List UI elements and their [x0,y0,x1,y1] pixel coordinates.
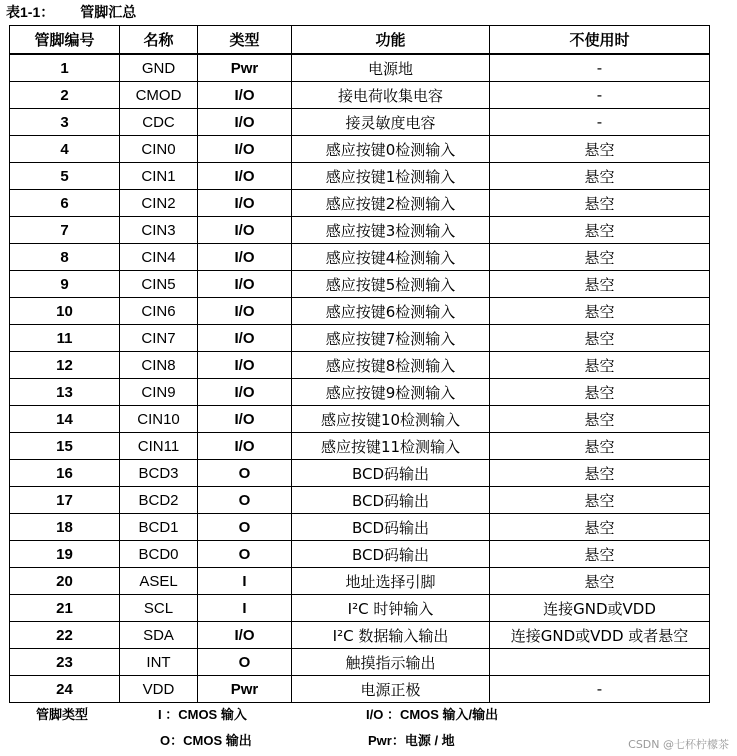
table-row [10,244,710,271]
pin-function-cell: 地址选择引脚 [292,568,490,595]
pin-function-cell: BCD码输出 [292,514,490,541]
pin-name-cell: BCD2 [120,487,198,514]
pin-number-cell: 19 [10,541,120,568]
pin-name-cell: BCD1 [120,514,198,541]
table-row [10,568,710,595]
pin-type-cell: O [198,514,292,541]
pin-number-cell: 4 [10,136,120,163]
pin-unused-cell: 悬空 [490,244,710,271]
table-row [10,406,710,433]
pin-type-cell: I/O [198,163,292,190]
pin-type-cell: I/O [198,244,292,271]
pin-function-cell: 感应按键11检测输入 [292,433,490,460]
pin-function-cell: 感应按键8检测输入 [292,352,490,379]
header-type: 类型 [198,26,292,55]
pin-name-cell: CIN11 [120,433,198,460]
legend-title: 管脚类型 [36,707,89,722]
pin-number-cell: 5 [10,163,120,190]
pin-function-cell: 接电荷收集电容 [292,82,490,109]
pin-name-cell: CIN8 [120,352,198,379]
pin-number-cell: 13 [10,379,120,406]
pin-function-cell: 感应按键2检测输入 [292,190,490,217]
pin-number-cell: 24 [10,676,120,703]
pin-name-cell: CIN4 [120,244,198,271]
table-row [10,676,710,703]
header-row [10,26,710,55]
pin-type-cell: O [198,460,292,487]
pin-number-cell: 9 [10,271,120,298]
pin-number-cell: 1 [10,54,120,82]
pin-type-cell: O [198,541,292,568]
legend-io: I/O ：CMOS 输入/输出 [366,707,499,722]
pin-type-cell: I [198,568,292,595]
pin-unused-cell: 悬空 [490,487,710,514]
pin-name-cell: CIN9 [120,379,198,406]
table-row [10,325,710,352]
header-pin-number: 管脚编号 [10,26,120,55]
pin-name-cell: CIN3 [120,217,198,244]
pin-function-cell: 感应按键6检测输入 [292,298,490,325]
table-row [10,352,710,379]
pin-unused-cell: - [490,676,710,703]
pin-unused-cell: 悬空 [490,352,710,379]
pin-name-cell: CIN6 [120,298,198,325]
pin-function-cell: 感应按键1检测输入 [292,163,490,190]
header-name: 名称 [120,26,198,55]
legend-input: I ：CMOS 输入 [158,707,247,722]
table-caption [6,2,136,22]
pin-number-cell: 11 [10,325,120,352]
pin-unused-cell: - [490,109,710,136]
pin-name-cell: CDC [120,109,198,136]
pin-type-cell: I/O [198,622,292,649]
pin-function-cell: 感应按键7检测输入 [292,325,490,352]
pin-number-cell: 8 [10,244,120,271]
table-row [10,298,710,325]
pin-type-cell: O [198,649,292,676]
caption-label: 表1-1： [6,4,55,20]
pin-function-cell: 电源正极 [292,676,490,703]
pin-function-cell: 感应按键9检测输入 [292,379,490,406]
table-row [10,487,710,514]
pin-name-cell: CMOD [120,82,198,109]
pin-unused-cell: 连接GND或VDD 或者悬空 [490,622,710,649]
pin-number-cell: 20 [10,568,120,595]
pin-type-cell: I/O [198,271,292,298]
pin-function-cell: BCD码输出 [292,460,490,487]
pin-number-cell: 10 [10,298,120,325]
pin-function-cell: 触摸指示输出 [292,649,490,676]
pin-number-cell: 22 [10,622,120,649]
pin-unused-cell [490,649,710,676]
pin-name-cell: CIN0 [120,136,198,163]
pin-unused-cell: 连接GND或VDD [490,595,710,622]
pin-name-cell: CIN10 [120,406,198,433]
table-row [10,514,710,541]
table-row [10,82,710,109]
pin-unused-cell: 悬空 [490,271,710,298]
pin-number-cell: 15 [10,433,120,460]
pin-type-cell: O [198,487,292,514]
header-unused: 不使用时 [490,26,710,55]
pin-unused-cell: 悬空 [490,325,710,352]
pin-unused-cell: 悬空 [490,163,710,190]
pin-name-cell: GND [120,54,198,82]
table-row [10,595,710,622]
pin-function-cell: I²C 数据输入输出 [292,622,490,649]
header-function: 功能 [292,26,490,55]
pin-function-cell: 感应按键3检测输入 [292,217,490,244]
pin-type-cell: I/O [198,406,292,433]
pin-name-cell: BCD3 [120,460,198,487]
pin-unused-cell: 悬空 [490,406,710,433]
table-row [10,190,710,217]
legend-power: Pwr：电源 / 地 [368,733,455,748]
pin-function-cell: I²C 时钟输入 [292,595,490,622]
watermark: CSDN @七杯柠檬茶 [628,738,729,751]
pin-type-cell: I/O [198,217,292,244]
pin-unused-cell: - [490,82,710,109]
pin-unused-cell: 悬空 [490,379,710,406]
pin-number-cell: 16 [10,460,120,487]
pin-unused-cell: 悬空 [490,568,710,595]
pin-unused-cell: 悬空 [490,217,710,244]
table-row [10,541,710,568]
table-row [10,163,710,190]
pin-type-cell: I/O [198,109,292,136]
pin-name-cell: VDD [120,676,198,703]
pin-type-cell: I/O [198,82,292,109]
pin-number-cell: 18 [10,514,120,541]
table-row [10,649,710,676]
pin-unused-cell: 悬空 [490,541,710,568]
pin-unused-cell: 悬空 [490,514,710,541]
pin-number-cell: 21 [10,595,120,622]
pin-name-cell: CIN7 [120,325,198,352]
pin-unused-cell: 悬空 [490,433,710,460]
table-row [10,460,710,487]
pin-type-cell: I/O [198,379,292,406]
pin-unused-cell: - [490,54,710,82]
pin-name-cell: CIN2 [120,190,198,217]
legend-output: O：CMOS 输出 [160,733,252,748]
pin-type-cell: I/O [198,325,292,352]
pin-function-cell: 接灵敏度电容 [292,109,490,136]
pin-function-cell: 感应按键4检测输入 [292,244,490,271]
table-row [10,622,710,649]
table-row [10,379,710,406]
table-body [10,54,710,703]
pin-function-cell: BCD码输出 [292,541,490,568]
pin-unused-cell: 悬空 [490,298,710,325]
pin-unused-cell: 悬空 [490,190,710,217]
caption-title: 管脚汇总 [80,4,137,20]
pin-summary-table [9,25,710,703]
pin-number-cell: 14 [10,406,120,433]
pin-number-cell: 23 [10,649,120,676]
table-row [10,54,710,82]
pin-number-cell: 7 [10,217,120,244]
pin-type-cell: I/O [198,136,292,163]
pin-name-cell: SDA [120,622,198,649]
table-row [10,271,710,298]
pin-name-cell: SCL [120,595,198,622]
pin-name-cell: INT [120,649,198,676]
pin-unused-cell: 悬空 [490,460,710,487]
pin-name-cell: ASEL [120,568,198,595]
pin-number-cell: 6 [10,190,120,217]
pin-unused-cell: 悬空 [490,136,710,163]
pin-function-cell: 感应按键0检测输入 [292,136,490,163]
pin-type-cell: Pwr [198,676,292,703]
pin-function-cell: 电源地 [292,54,490,82]
pin-type-cell: I/O [198,433,292,460]
pin-type-cell: I/O [198,190,292,217]
pin-type-cell: Pwr [198,54,292,82]
pin-type-cell: I [198,595,292,622]
table-row [10,109,710,136]
pin-number-cell: 3 [10,109,120,136]
pin-type-cell: I/O [198,298,292,325]
pin-function-cell: 感应按键10检测输入 [292,406,490,433]
pin-function-cell: BCD码输出 [292,487,490,514]
pin-function-cell: 感应按键5检测输入 [292,271,490,298]
pin-number-cell: 12 [10,352,120,379]
pin-name-cell: CIN1 [120,163,198,190]
table-row [10,433,710,460]
pin-type-cell: I/O [198,352,292,379]
pin-name-cell: CIN5 [120,271,198,298]
pin-number-cell: 17 [10,487,120,514]
table-row [10,136,710,163]
pin-name-cell: BCD0 [120,541,198,568]
table-row [10,217,710,244]
pin-number-cell: 2 [10,82,120,109]
